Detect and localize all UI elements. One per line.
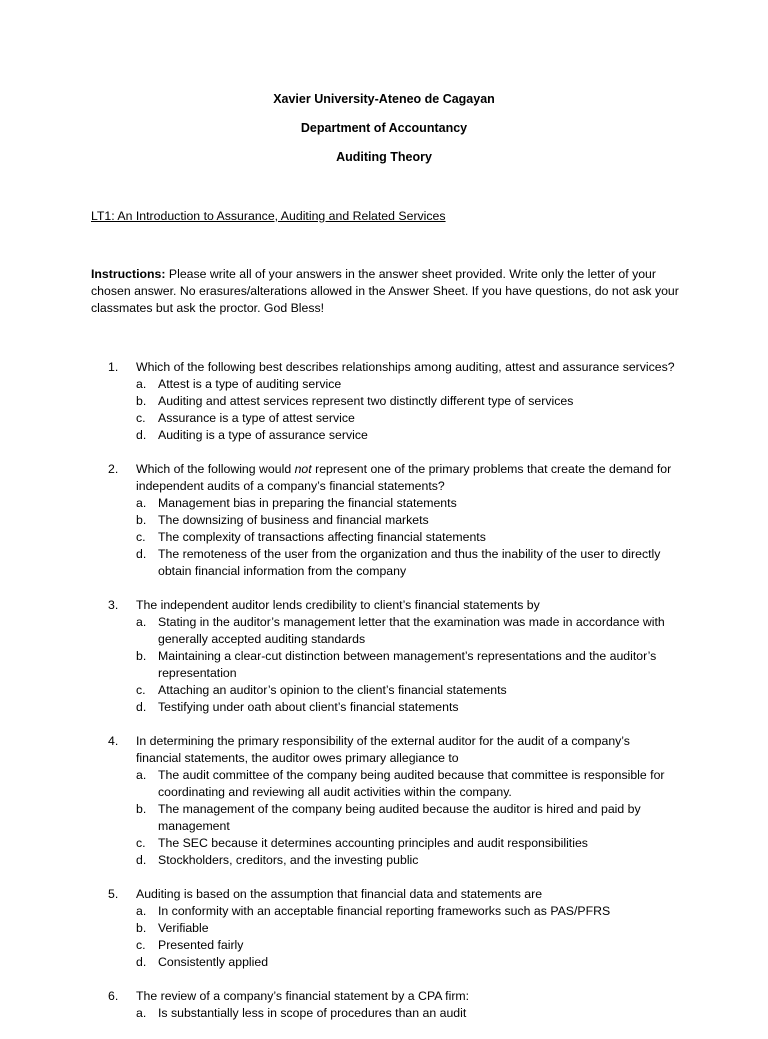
choice-d xyxy=(0,699,768,716)
choice-text: Auditing and attest services represent two distinctly different type of services xyxy=(158,394,574,408)
instructions-text: Please write all of your answers in the answer sheet provided. Write only the letter of your chosen answer. No erasures/alterations allowed in the Answer Sheet. If you have questions, do not ask your classmates but ask the proctor. God Bless! xyxy=(91,267,679,315)
school-name: Xavier University-Ateneo de Cagayan xyxy=(273,92,495,106)
question-text: In determining the primary responsibility of the external auditor for the audit of a company’s financial statements, the auditor owes primary allegiance to xyxy=(136,734,630,765)
choice-text: Attest is a type of auditing service xyxy=(158,377,342,391)
choice-letter: c. xyxy=(136,530,146,544)
choice-letter: a. xyxy=(136,496,147,510)
choice-text: Assurance is a type of attest service xyxy=(158,411,355,425)
choice-letter: c. xyxy=(136,836,146,850)
choice-letter: b. xyxy=(136,649,147,663)
question-number: 6. xyxy=(108,989,119,1003)
question-6 xyxy=(0,988,768,1022)
choice-letter: b. xyxy=(136,802,147,816)
question-number: 5. xyxy=(108,887,119,901)
choice-b xyxy=(0,648,768,682)
instructions-paragraph xyxy=(91,266,691,317)
choice-letter: c. xyxy=(136,411,146,425)
choice-letter: b. xyxy=(136,921,147,935)
choice-a xyxy=(0,614,768,648)
instructions-label: Instructions: xyxy=(91,267,166,281)
choice-text: The audit committee of the company being audited because that committee is responsible for coordinating and reviewing all audit activities within the company. xyxy=(158,768,665,799)
department-name: Department of Accountancy xyxy=(300,121,468,135)
choice-text: Attaching an auditor’s opinion to the client’s financial statements xyxy=(158,683,507,697)
choice-letter: b. xyxy=(136,513,147,527)
choice-letter: a. xyxy=(136,615,147,629)
choice-text: The remoteness of the user from the organization and thus the inability of the user to directly obtain financial information from the company xyxy=(158,547,661,578)
choice-b xyxy=(0,801,768,835)
choice-text: In conformity with an acceptable financial reporting frameworks such as PAS/PFRS xyxy=(158,904,611,918)
question-text: The independent auditor lends credibility to client’s financial statements by xyxy=(136,598,540,612)
question-5 xyxy=(0,886,768,971)
choice-c xyxy=(0,835,768,852)
lesson-title: LT1: An Introduction to Assurance, Auditing and Related Services xyxy=(91,209,446,223)
question-number: 3. xyxy=(108,598,119,612)
choice-c xyxy=(0,410,768,427)
choice-text: Maintaining a clear-cut distinction between management’s representations and the auditor’s representation xyxy=(158,649,657,680)
choice-letter: d. xyxy=(136,700,147,714)
question-text: The review of a company’s financial statement by a CPA firm: xyxy=(136,989,470,1003)
choice-text: The SEC because it determines accounting principles and audit responsibilities xyxy=(158,836,588,850)
choice-c xyxy=(0,682,768,699)
choice-text: Management bias in preparing the financial statements xyxy=(158,496,457,510)
question-text-after: represent one of the primary problems that create the demand for independent audits of a company’s financial statements? xyxy=(136,462,672,493)
choice-text: The complexity of transactions affecting financial statements xyxy=(158,530,486,544)
choice-text: Is substantially less in scope of procedures than an audit xyxy=(158,1006,467,1020)
choice-letter: a. xyxy=(136,1006,147,1020)
choice-d xyxy=(0,427,768,444)
choice-text: Stating in the auditor’s management letter that the examination was made in accordance with generally accepted auditing standards xyxy=(158,615,665,646)
choice-text: Presented fairly xyxy=(158,938,244,952)
question-2 xyxy=(0,461,768,580)
choice-letter: d. xyxy=(136,955,147,969)
question-text xyxy=(136,461,676,495)
choice-b xyxy=(0,393,768,410)
choice-letter: d. xyxy=(136,428,147,442)
choice-letter: d. xyxy=(136,547,147,561)
question-number: 4. xyxy=(108,734,119,748)
choice-letter: b. xyxy=(136,394,147,408)
question-4 xyxy=(0,733,768,869)
choice-c xyxy=(0,937,768,954)
choice-letter: a. xyxy=(136,768,147,782)
choice-letter: d. xyxy=(136,853,147,867)
choice-text: Testifying under oath about client’s financial statements xyxy=(158,700,459,714)
question-text-before: Which of the following would xyxy=(136,462,295,476)
choice-d xyxy=(0,954,768,971)
choice-text: Consistently applied xyxy=(158,955,269,969)
choice-text: Stockholders, creditors, and the investing public xyxy=(158,853,419,867)
choice-a xyxy=(0,376,768,393)
question-number: 1. xyxy=(108,360,119,374)
question-1 xyxy=(0,359,768,444)
question-list xyxy=(0,359,768,1039)
question-text: Auditing is based on the assumption that financial data and statements are xyxy=(136,887,543,901)
choice-letter: a. xyxy=(136,904,147,918)
question-text: Which of the following best describes relationships among auditing, attest and assurance services? xyxy=(136,360,675,374)
choice-letter: c. xyxy=(136,938,146,952)
choice-text: Verifiable xyxy=(158,921,209,935)
choice-a xyxy=(0,1005,768,1022)
choice-d xyxy=(0,546,768,580)
choice-b xyxy=(0,920,768,937)
choice-d xyxy=(0,852,768,869)
choice-letter: a. xyxy=(136,377,147,391)
choice-text: The downsizing of business and financial markets xyxy=(158,513,429,527)
choice-c xyxy=(0,529,768,546)
choice-a xyxy=(0,767,768,801)
choice-a xyxy=(0,903,768,920)
question-text-emphasis: not xyxy=(294,462,312,476)
choice-a xyxy=(0,495,768,512)
question-3 xyxy=(0,597,768,716)
choice-text: The management of the company being audited because the auditor is hired and paid by management xyxy=(158,802,641,833)
choice-b xyxy=(0,512,768,529)
choice-letter: c. xyxy=(136,683,146,697)
question-number: 2. xyxy=(108,462,119,476)
subject-title: Auditing Theory xyxy=(336,150,432,164)
choice-text: Auditing is a type of assurance service xyxy=(158,428,368,442)
